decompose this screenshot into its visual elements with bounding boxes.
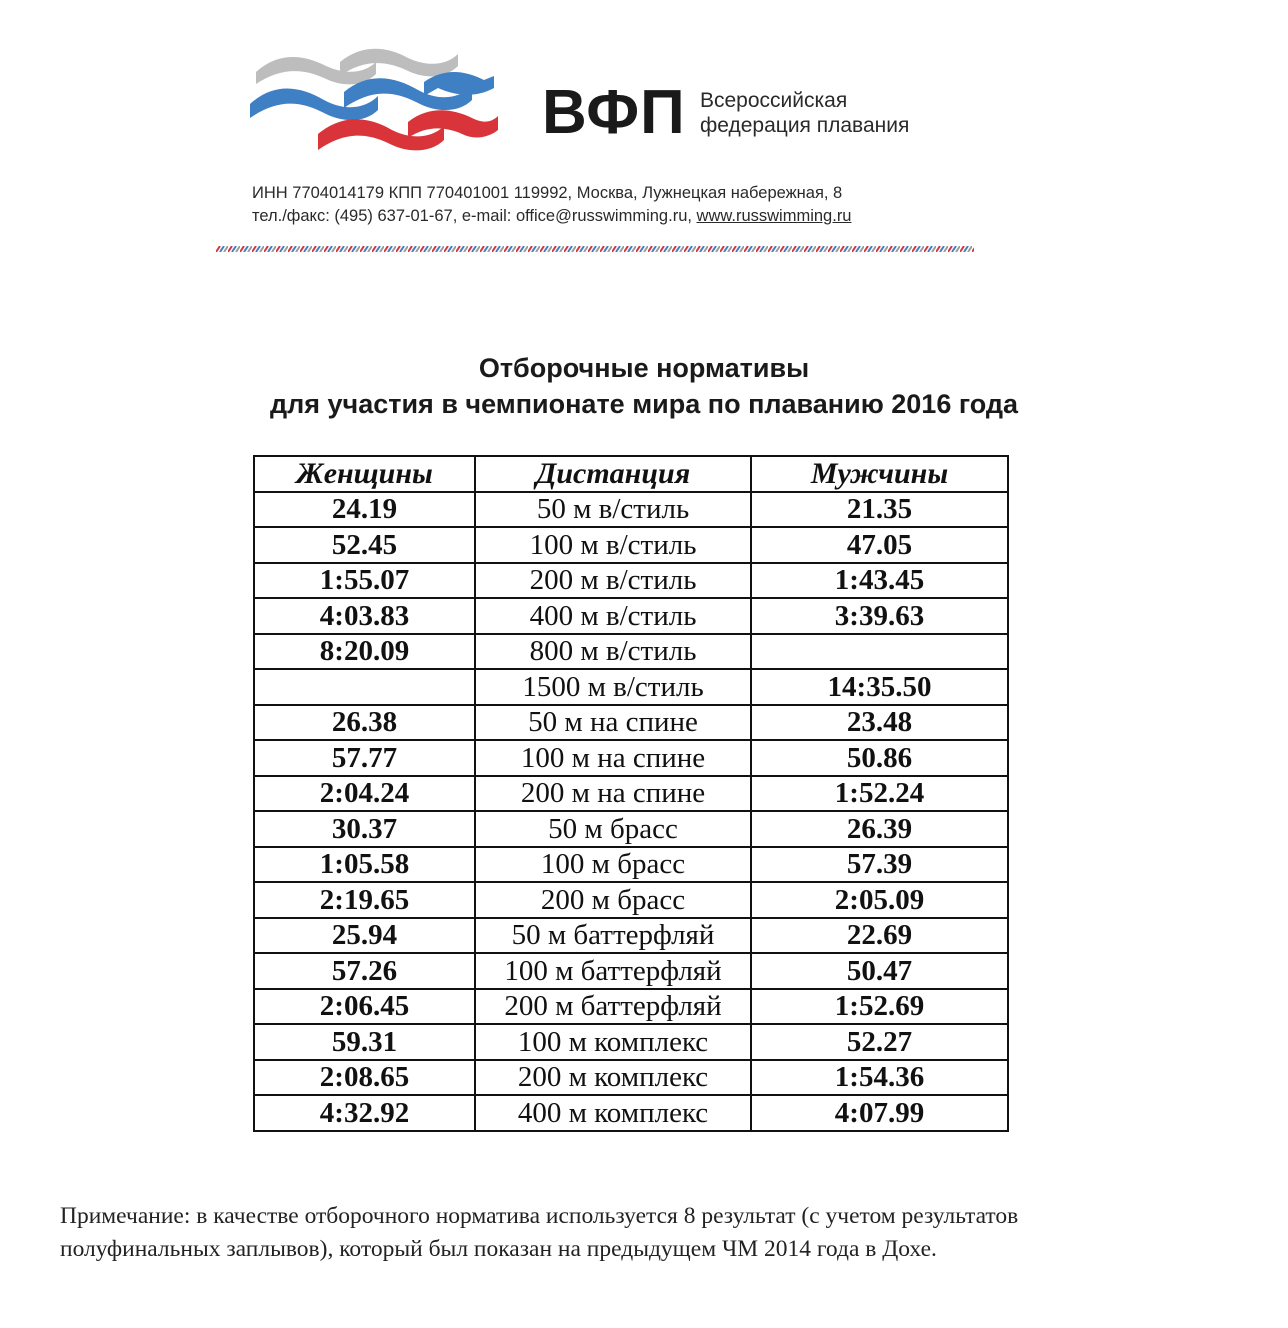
distance-cell: 200 м баттерфляй [475, 989, 751, 1025]
men-time: 21.35 [751, 492, 1008, 528]
distance-cell: 50 м в/стиль [475, 492, 751, 528]
table-row [254, 1095, 1008, 1131]
women-time: 1:05.58 [254, 847, 475, 883]
distance-cell: 1500 м в/стиль [475, 669, 751, 705]
table-row [254, 847, 1008, 883]
qualifying-standards-table [253, 455, 1009, 1132]
women-time: 25.94 [254, 918, 475, 954]
women-time: 26.38 [254, 705, 475, 741]
women-time [254, 669, 475, 705]
table-row [254, 918, 1008, 954]
women-time: 57.77 [254, 740, 475, 776]
men-time: 1:52.69 [751, 989, 1008, 1025]
men-time: 3:39.63 [751, 598, 1008, 634]
men-time: 4:07.99 [751, 1095, 1008, 1131]
distance-cell: 100 м баттерфляй [475, 953, 751, 989]
distance-cell: 100 м брасс [475, 847, 751, 883]
footnote [60, 1200, 1240, 1266]
page-title-line-2: для участия в чемпионате мира по плаванию 2016 года [269, 389, 1019, 419]
distance-cell: 200 м на спине [475, 776, 751, 812]
men-time: 22.69 [751, 918, 1008, 954]
header-divider [216, 244, 974, 254]
table-row [254, 811, 1008, 847]
header-distance: Дистанция [475, 456, 751, 492]
table-row [254, 1060, 1008, 1096]
website-link[interactable]: www.russwimming.ru [696, 207, 852, 225]
men-time: 50.86 [751, 740, 1008, 776]
women-time: 2:06.45 [254, 989, 475, 1025]
table-row [254, 989, 1008, 1025]
women-time: 2:04.24 [254, 776, 475, 812]
women-time: 4:32.92 [254, 1095, 475, 1131]
org-abbreviation: ВФП [542, 78, 686, 147]
header-women: Женщины [254, 456, 475, 492]
men-time: 1:52.24 [751, 776, 1008, 812]
table-row [254, 1024, 1008, 1060]
table-row [254, 776, 1008, 812]
table-row [254, 598, 1008, 634]
footnote-line-1: Примечание: в качестве отборочного норматива используется 8 результат (с учетом результатов [60, 1203, 1019, 1229]
phone-email-text: тел./факс: (495) 637-01-67, e-mail: office@russwimming.ru, [252, 207, 697, 225]
distance-cell: 100 м на спине [475, 740, 751, 776]
table-row [254, 527, 1008, 563]
men-time: 26.39 [751, 811, 1008, 847]
women-time: 4:03.83 [254, 598, 475, 634]
table-row [254, 740, 1008, 776]
distance-cell: 800 м в/стиль [475, 634, 751, 670]
men-time: 14:35.50 [751, 669, 1008, 705]
table-row [254, 953, 1008, 989]
men-time: 47.05 [751, 527, 1008, 563]
footnote-line-2: полуфинальных заплывов), который был показан на предыдущем ЧМ 2014 года в Дохе. [60, 1236, 937, 1262]
women-time: 1:55.07 [254, 563, 475, 599]
distance-cell: 200 м комплекс [475, 1060, 751, 1096]
org-name-line-2: федерация плавания [700, 114, 910, 137]
women-time: 8:20.09 [254, 634, 475, 670]
men-time: 2:05.09 [751, 882, 1008, 918]
distance-cell: 100 м в/стиль [475, 527, 751, 563]
women-time: 52.45 [254, 527, 475, 563]
women-time: 30.37 [254, 811, 475, 847]
distance-cell: 400 м комплекс [475, 1095, 751, 1131]
table-header-row [254, 456, 1008, 492]
contact-line [252, 205, 851, 228]
table-row [254, 669, 1008, 705]
org-name-line-1: Всероссийская [700, 89, 848, 112]
women-time: 59.31 [254, 1024, 475, 1060]
federation-logo-waves [248, 42, 500, 166]
table-row [254, 563, 1008, 599]
distance-cell: 100 м комплекс [475, 1024, 751, 1060]
table-row [254, 705, 1008, 741]
distance-cell: 400 м в/стиль [475, 598, 751, 634]
men-time: 50.47 [751, 953, 1008, 989]
table-row [254, 492, 1008, 528]
men-time: 1:43.45 [751, 563, 1008, 599]
distance-cell: 50 м баттерфляй [475, 918, 751, 954]
women-time: 57.26 [254, 953, 475, 989]
header-men: Мужчины [751, 456, 1008, 492]
distance-cell: 200 м в/стиль [475, 563, 751, 599]
men-time: 23.48 [751, 705, 1008, 741]
page-title-line-1: Отборочные нормативы [478, 353, 810, 383]
men-time: 57.39 [751, 847, 1008, 883]
contact-block [252, 182, 851, 228]
women-time: 2:08.65 [254, 1060, 475, 1096]
distance-cell: 50 м на спине [475, 705, 751, 741]
org-full-name [700, 88, 909, 138]
women-time: 2:19.65 [254, 882, 475, 918]
distance-cell: 200 м брасс [475, 882, 751, 918]
address-line: ИНН 7704014179 КПП 770401001 119992, Москва, Лужнецкая набережная, 8 [252, 184, 843, 202]
men-time: 1:54.36 [751, 1060, 1008, 1096]
table-row [254, 634, 1008, 670]
men-time [751, 634, 1008, 670]
men-time: 52.27 [751, 1024, 1008, 1060]
table-row [254, 882, 1008, 918]
women-time: 24.19 [254, 492, 475, 528]
distance-cell: 50 м брасс [475, 811, 751, 847]
